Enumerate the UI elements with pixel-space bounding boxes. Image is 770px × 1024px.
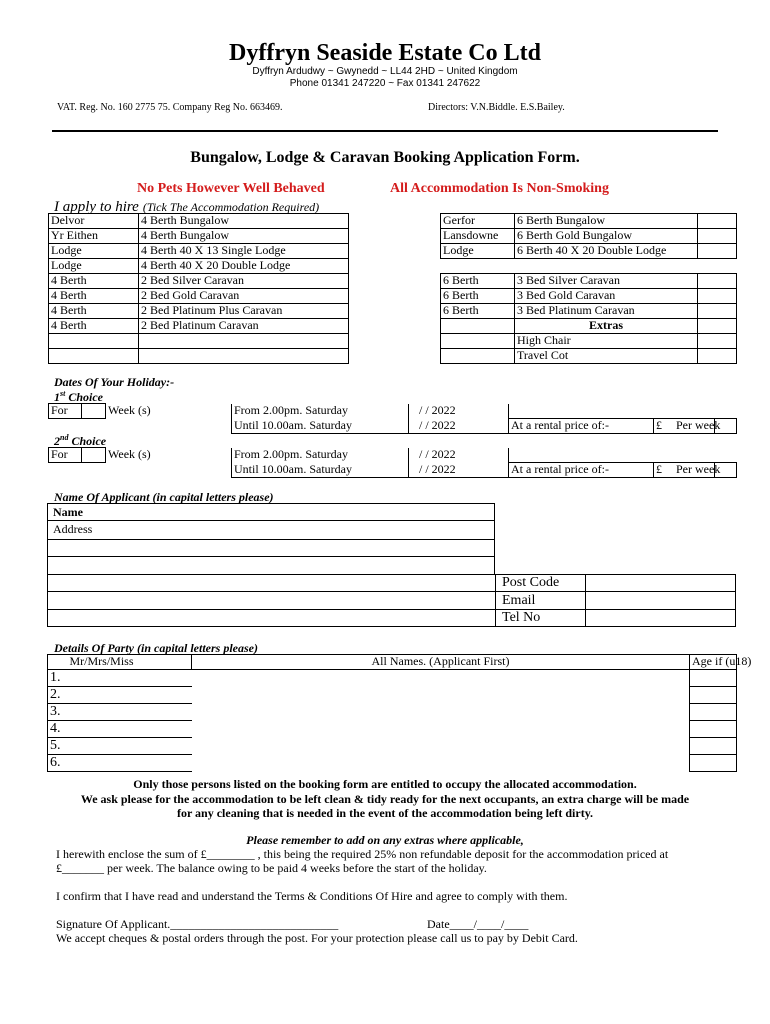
per-week-2: Per week — [676, 462, 721, 476]
weeks-input[interactable] — [82, 404, 106, 419]
payment-note: We accept cheques & postal orders through the post. For your protection please call us to pay by Debit Card. — [56, 931, 578, 945]
date-field[interactable]: Date____/____/____ — [427, 917, 529, 931]
accommodation-row[interactable] — [49, 289, 349, 304]
accommodation-name — [49, 349, 139, 364]
party-names-field[interactable] — [192, 721, 690, 738]
accommodation-row[interactable] — [49, 304, 349, 319]
form-title: Bungalow, Lodge & Caravan Booking Application Form. — [190, 149, 580, 166]
per-week-1: Per week — [676, 418, 721, 432]
extras-heading: Extras — [515, 319, 698, 334]
party-age-field[interactable] — [690, 738, 737, 755]
cleaning-note-2: for any cleaning that is needed in the event of the accommodation being left dirty. — [176, 806, 594, 820]
accommodation-type[interactable]: 2 Bed Platinum Plus Caravan — [139, 304, 349, 319]
second-choice-label: 2nd Choice — [54, 433, 107, 448]
accommodation-type[interactable] — [139, 349, 349, 364]
for-label: For — [49, 448, 82, 463]
accommodation-name: Gerfor — [441, 214, 515, 229]
tel-field[interactable] — [586, 610, 735, 626]
price-field[interactable]: £ — [654, 463, 715, 478]
accommodation-type[interactable]: 4 Berth 40 X 13 Single Lodge — [139, 244, 349, 259]
accommodation-type[interactable]: 4 Berth Bungalow — [139, 229, 349, 244]
party-row-number: 4. — [48, 721, 192, 738]
party-row[interactable] — [48, 670, 737, 687]
applicant-heading: Name Of Applicant (in capital letters please) — [54, 490, 274, 504]
accommodation-name — [49, 334, 139, 349]
no-pets-notice: No Pets However Well Behaved — [137, 181, 325, 196]
accommodation-name: Lodge — [49, 259, 139, 274]
accommodation-name — [441, 334, 515, 349]
party-row[interactable] — [48, 721, 737, 738]
tick-box[interactable] — [698, 259, 737, 274]
party-row-number: 6. — [48, 755, 192, 772]
party-age-field[interactable] — [690, 704, 737, 721]
for-label: For — [49, 404, 82, 419]
cleaning-note-1: We ask please for the accommodation to be left clean & tidy ready for the next occupants, an extra charge will be made — [80, 792, 690, 806]
accommodation-row[interactable] — [441, 274, 737, 289]
accommodation-name: 4 Berth — [49, 289, 139, 304]
accommodation-row[interactable] — [441, 289, 737, 304]
from-date-field[interactable]: / / 2022 — [409, 404, 509, 419]
accommodation-table-right — [440, 213, 737, 364]
accommodation-type[interactable]: 2 Bed Platinum Caravan — [139, 319, 349, 334]
rental-label: At a rental price of:- — [509, 419, 654, 434]
accommodation-row[interactable] — [441, 319, 737, 334]
accommodation-row[interactable] — [49, 349, 349, 364]
party-age-field[interactable] — [690, 721, 737, 738]
weeks-input[interactable] — [82, 448, 106, 463]
accommodation-name: Lodge — [441, 244, 515, 259]
tick-box[interactable] — [698, 244, 737, 259]
accommodation-name: 4 Berth — [49, 304, 139, 319]
tick-box[interactable] — [698, 334, 737, 349]
party-row-number: 2. — [48, 687, 192, 704]
apply-note: (Tick The Accommodation Required) — [142, 200, 320, 214]
party-names-field[interactable] — [192, 738, 690, 755]
apply-label: I apply to hire — [54, 199, 139, 215]
second-choice-table — [48, 447, 737, 478]
party-names-field[interactable] — [192, 755, 690, 772]
party-table — [47, 654, 752, 772]
accommodation-row[interactable] — [49, 319, 349, 334]
deposit-line-1: I herewith enclose the sum of £________ , this being the required 25% non refundable deposit for the accommodation priced at — [56, 847, 669, 861]
tick-box[interactable] — [698, 214, 737, 229]
party-row-number: 3. — [48, 704, 192, 721]
names-header: All Names. (Applicant First) — [192, 655, 690, 670]
accommodation-row[interactable] — [49, 334, 349, 349]
party-row-number: 5. — [48, 738, 192, 755]
accommodation-table-left — [48, 213, 349, 364]
accommodation-type[interactable]: 3 Bed Platinum Caravan — [515, 304, 698, 319]
accommodation-name — [441, 319, 515, 334]
party-row[interactable] — [48, 704, 737, 721]
party-row-number: 1. — [48, 670, 192, 687]
accommodation-type[interactable]: 4 Berth 40 X 20 Double Lodge — [139, 259, 349, 274]
tick-box[interactable] — [698, 304, 737, 319]
tick-box[interactable] — [698, 289, 737, 304]
name-field[interactable] — [90, 504, 494, 520]
name-label: Name — [53, 505, 83, 519]
party-age-field[interactable] — [690, 755, 737, 772]
vat-reg: VAT. Reg. No. 160 2775 75. Company Reg No. 663469. — [57, 102, 283, 113]
party-names-field[interactable] — [192, 687, 690, 704]
company-name: Dyffryn Seaside Estate Co Ltd — [229, 40, 541, 66]
accommodation-name: Yr Eithen — [49, 229, 139, 244]
party-heading: Details Of Party (in capital letters please) — [54, 641, 258, 655]
accommodation-row[interactable] — [49, 214, 349, 229]
accommodation-row[interactable] — [441, 244, 737, 259]
accommodation-row[interactable] — [441, 334, 737, 349]
accommodation-type[interactable]: 6 Berth Bungalow — [515, 214, 698, 229]
post-code-field[interactable] — [586, 575, 735, 591]
accommodation-type[interactable]: High Chair — [515, 334, 698, 349]
tick-box[interactable] — [698, 319, 737, 334]
accommodation-type[interactable]: Travel Cot — [515, 349, 698, 364]
post-code-label: Post Code — [502, 575, 560, 590]
accommodation-type[interactable]: 2 Bed Silver Caravan — [139, 274, 349, 289]
dates-heading: Dates Of Your Holiday:- — [54, 375, 175, 389]
accommodation-row[interactable] — [441, 214, 737, 229]
party-names-field[interactable] — [192, 704, 690, 721]
tick-box[interactable] — [698, 274, 737, 289]
accommodation-row[interactable] — [49, 259, 349, 274]
accommodation-name: Lodge — [49, 244, 139, 259]
accommodation-type[interactable] — [515, 259, 698, 274]
accommodation-name: 6 Berth — [441, 304, 515, 319]
accommodation-name — [441, 259, 515, 274]
tick-box[interactable] — [698, 349, 737, 364]
accommodation-name — [441, 349, 515, 364]
rental-label: At a rental price of:- — [509, 463, 654, 478]
party-age-field[interactable] — [690, 670, 737, 687]
accommodation-type[interactable] — [139, 334, 349, 349]
accommodation-name: Delvor — [49, 214, 139, 229]
price-field[interactable]: £ — [654, 419, 715, 434]
tick-box[interactable] — [698, 229, 737, 244]
deposit-line-2: £_______ per week. The balance owing to be paid 4 weeks before the start of the holiday. — [56, 861, 487, 875]
accommodation-row[interactable] — [441, 259, 737, 274]
first-choice-table — [48, 403, 737, 434]
until-date-field[interactable]: / / 2022 — [409, 463, 509, 478]
accommodation-type[interactable]: 3 Bed Silver Caravan — [515, 274, 698, 289]
address-label: Address — [53, 522, 93, 536]
occupancy-note: Only those persons listed on the booking form are entitled to occupy the allocated accommodation. — [133, 777, 637, 791]
accommodation-name: Lansdowne — [441, 229, 515, 244]
accommodation-name: 6 Berth — [441, 274, 515, 289]
terms-confirmation: I confirm that I have read and understand the Terms & Conditions Of Hire and agree to comply with them. — [56, 889, 568, 903]
company-phone: Phone 01341 247220 ~ Fax 01341 247622 — [289, 78, 481, 89]
accommodation-name: 4 Berth — [49, 274, 139, 289]
accommodation-row[interactable] — [441, 304, 737, 319]
accommodation-row[interactable] — [49, 229, 349, 244]
header-divider — [52, 130, 718, 132]
party-row[interactable] — [48, 687, 737, 704]
email-field[interactable] — [586, 592, 735, 609]
tel-label: Tel No — [502, 610, 541, 625]
from-label: From 2.00pm. Saturday — [232, 404, 409, 419]
email-label: Email — [502, 593, 536, 608]
party-row[interactable] — [48, 738, 737, 755]
accommodation-type[interactable]: 6 Berth 40 X 20 Double Lodge — [515, 244, 698, 259]
from-label: From 2.00pm. Saturday — [232, 448, 409, 463]
accommodation-type[interactable]: 3 Bed Gold Caravan — [515, 289, 698, 304]
company-address: Dyffryn Ardudwy ~ Gwynedd ~ LL44 2HD ~ United Kingdom — [252, 66, 518, 77]
until-label: Until 10.00am. Saturday — [232, 419, 409, 434]
non-smoking-notice: All Accommodation Is Non-Smoking — [390, 181, 609, 196]
signature-field[interactable]: Signature Of Applicant.____________________________ — [56, 917, 339, 931]
directors: Directors: V.N.Biddle. E.S.Bailey. — [428, 102, 565, 113]
address-field[interactable] — [100, 521, 494, 574]
weeks-label: Week (s) — [108, 403, 151, 417]
accommodation-name: 4 Berth — [49, 319, 139, 334]
from-date-field[interactable]: / / 2022 — [409, 448, 509, 463]
accommodation-row[interactable] — [49, 244, 349, 259]
accommodation-type[interactable]: 6 Berth Gold Bungalow — [515, 229, 698, 244]
accommodation-type[interactable]: 4 Berth Bungalow — [139, 214, 349, 229]
weeks-label: Week (s) — [108, 447, 151, 461]
accommodation-name: 6 Berth — [441, 289, 515, 304]
title-header: Mr/Mrs/Miss — [68, 655, 192, 670]
until-date-field[interactable]: / / 2022 — [409, 419, 509, 434]
first-choice-label: 1st Choice — [54, 389, 104, 404]
accommodation-row[interactable] — [441, 229, 737, 244]
extras-reminder: Please remember to add on any extras where applicable, — [246, 833, 524, 847]
party-names-field[interactable] — [192, 670, 690, 687]
accommodation-type[interactable]: 2 Bed Gold Caravan — [139, 289, 349, 304]
accommodation-row[interactable] — [49, 274, 349, 289]
accommodation-row[interactable] — [441, 349, 737, 364]
party-row[interactable] — [48, 755, 737, 772]
age-header: Age if (u18) — [690, 655, 737, 670]
until-label: Until 10.00am. Saturday — [232, 463, 409, 478]
party-age-field[interactable] — [690, 687, 737, 704]
